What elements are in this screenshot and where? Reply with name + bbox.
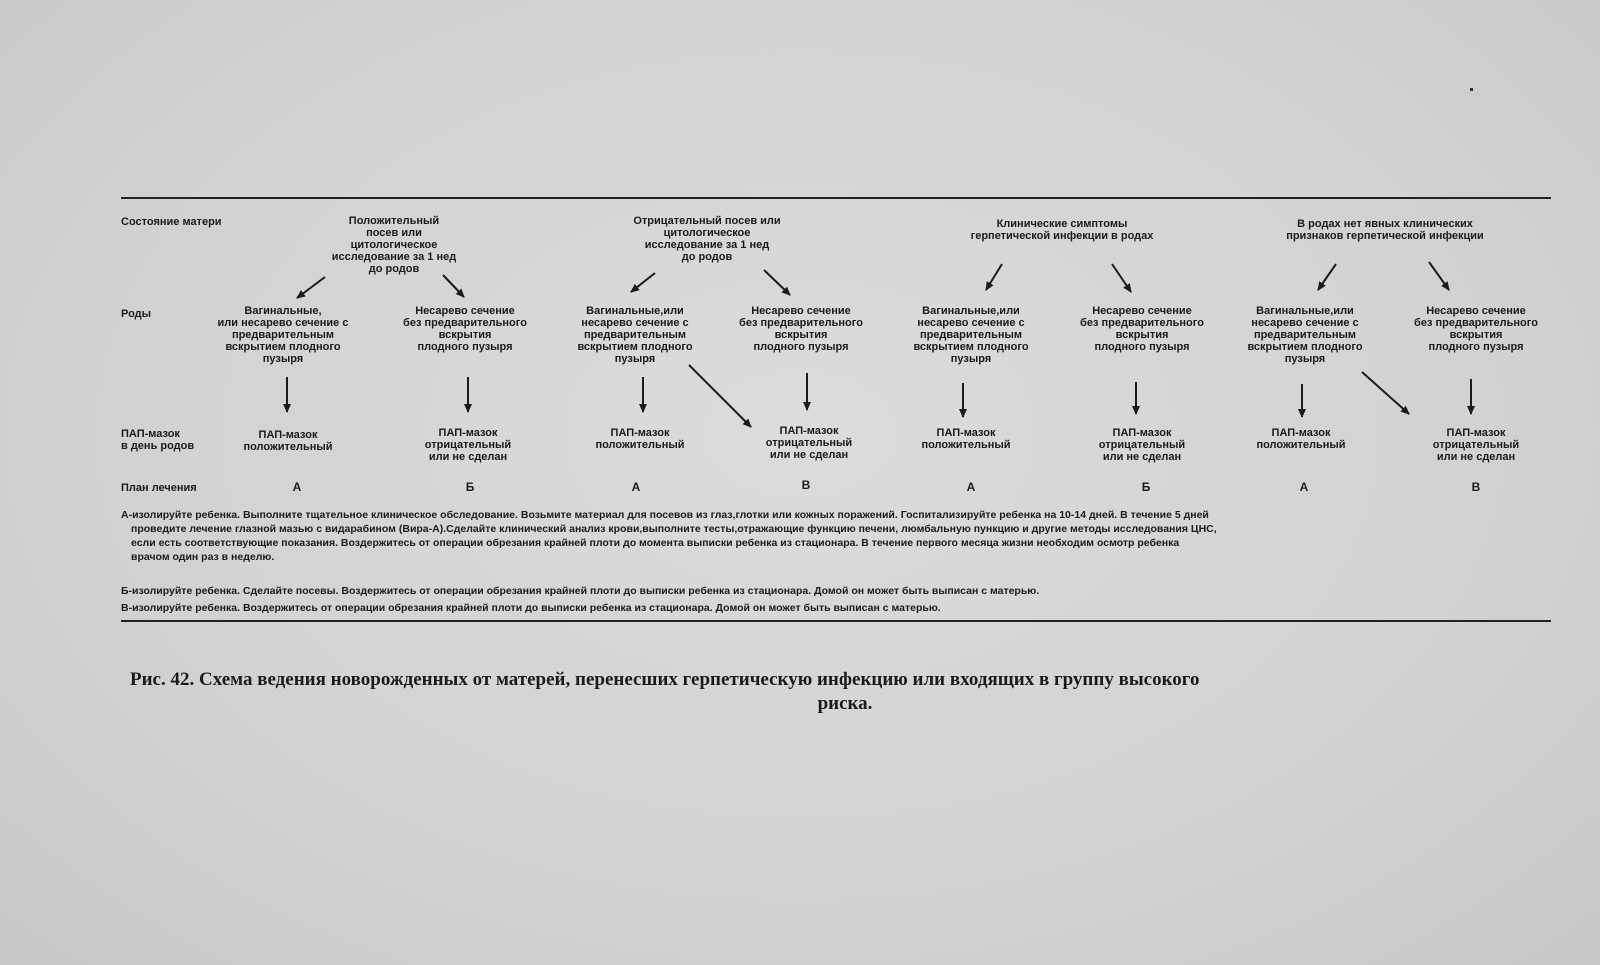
group-2-pap-positive: ПАП-мазок положительный (595, 427, 685, 451)
group-3-pap-negative: ПАП-мазок отрицательный или не сделан (1098, 427, 1186, 463)
group-3-condition: Клинические симптомы герпетической инфекции в родах (970, 218, 1154, 242)
arrow-g2-vaginal-to-negative-pap (689, 365, 751, 427)
group-2-condition: Отрицательный посев или цитологическое исследование за 1 нед до родов (633, 215, 781, 263)
group-1-pap-positive: ПАП-мазок положительный (243, 429, 333, 453)
row-label-pap: ПАП-мазок в день родов (121, 428, 195, 452)
group-4-delivery-vaginal: Вагинальные,или несарево сечение с предварительным вскрытием плодного пузыря (1247, 305, 1363, 365)
note-b: Б-изолируйте ребенка. Сделайте посевы. Воздержитесь от операции обрезания крайней плоти до выписки ребенка из стационара. Домой он может быть выписан с матерью. (121, 585, 1040, 597)
arrow-g3-to-cesarean (1112, 264, 1131, 292)
group-1-plan-b: Б (465, 480, 475, 494)
note-a-line-4: врачом один раз в неделю. (131, 551, 275, 563)
row-label-mother-state: Состояние матери (121, 216, 222, 228)
note-a-line-1: А-изолируйте ребенка. Выполните тщательное клиническое обследование. Возьмите материал для посевов из глаз,глотки или кожных поражений. Госпитализируйте ребенка на 10-14 дней. В течение 5 дней (121, 509, 1209, 521)
scan-speck (1470, 88, 1473, 91)
group-3-delivery-cesarean: Несарево сечение без предварительного вскрытия плодного пузыря (1080, 305, 1204, 353)
group-1-plan-a: А (292, 480, 302, 494)
group-2-pap-negative: ПАП-мазок отрицательный или не сделан (765, 425, 853, 461)
group-4-pap-negative: ПАП-мазок отрицательный или не сделан (1432, 427, 1520, 463)
note-v: В-изолируйте ребенка. Воздержитесь от операции обрезания крайней плоти до выписки ребенка из стационара. Домой он может быть выписан с матерью. (121, 602, 941, 614)
figure-caption (130, 668, 1560, 716)
group-3-pap-positive: ПАП-мазок положительный (921, 427, 1011, 451)
figure-caption-line-1: Рис. 42. Схема ведения новорожденных от матерей, перенесших герпетическую инфекцию или входящих в группу высокого (130, 669, 1200, 690)
arrow-g4-to-vaginal (1318, 264, 1336, 290)
arrow-g2-to-vaginal (631, 273, 655, 292)
arrow-g1-to-cesarean (443, 275, 464, 297)
group-3-plan-a: А (966, 480, 976, 494)
arrow-g2-to-cesarean (764, 270, 790, 295)
group-4-plan-a: А (1299, 480, 1309, 494)
group-4-condition: В родах нет явных клинических признаков герпетической инфекции (1286, 218, 1484, 242)
row-label-delivery: Роды (121, 308, 152, 320)
note-a-line-3: если есть соответствующие показания. Воздержитесь от операции обрезания крайней плоти до момента выписки ребенка из стационара. В течение первого месяца жизни необходим осмотр ребенка (131, 537, 1180, 549)
arrow-g4-vaginal-to-negative-pap (1362, 372, 1409, 414)
row-label-treatment-plan: План лечения (121, 482, 197, 494)
group-3-plan-b: Б (1141, 480, 1151, 494)
group-3-delivery-vaginal: Вагинальные,или несарево сечение с предварительным вскрытием плодного пузыря (913, 305, 1029, 365)
group-1-condition: Положительный посев или цитологическое исследование за 1 нед до родов (331, 215, 457, 275)
group-4-pap-positive: ПАП-мазок положительный (1256, 427, 1346, 451)
group-4-plan-v: В (1471, 480, 1481, 494)
group-1-delivery-cesarean: Несарево сечение без предварительного вскрытия плодного пузыря (403, 305, 527, 353)
group-2-delivery-cesarean: Несарево сечение без предварительного вскрытия плодного пузыря (739, 305, 863, 353)
arrow-g4-to-cesarean (1429, 262, 1449, 290)
group-1-delivery-vaginal: Вагинальные, или несарево сечение с предварительным вскрытием плодного пузыря (217, 305, 349, 365)
arrow-g1-to-vaginal (297, 277, 325, 298)
group-2-plan-v: В (801, 478, 811, 492)
arrow-g3-to-vaginal (986, 264, 1002, 290)
group-4-delivery-cesarean: Несарево сечение без предварительного вскрытия плодного пузыря (1414, 305, 1538, 353)
note-a (121, 508, 1541, 564)
note-a-line-2: проведите лечение глазной мазью с видарабином (Вира-А).Сделайте клинический анализ крови,выполните тесты,отражающие функцию печени, люмбальную пункцию и другие методы исследования ЦНС, (131, 523, 1217, 535)
group-1-pap-negative: ПАП-мазок отрицательный или не сделан (424, 427, 512, 463)
group-2-plan-a: А (631, 480, 641, 494)
figure-caption-line-2: риска. (817, 693, 873, 714)
group-2-delivery-vaginal: Вагинальные,или несарево сечение с предварительным вскрытием плодного пузыря (577, 305, 693, 365)
